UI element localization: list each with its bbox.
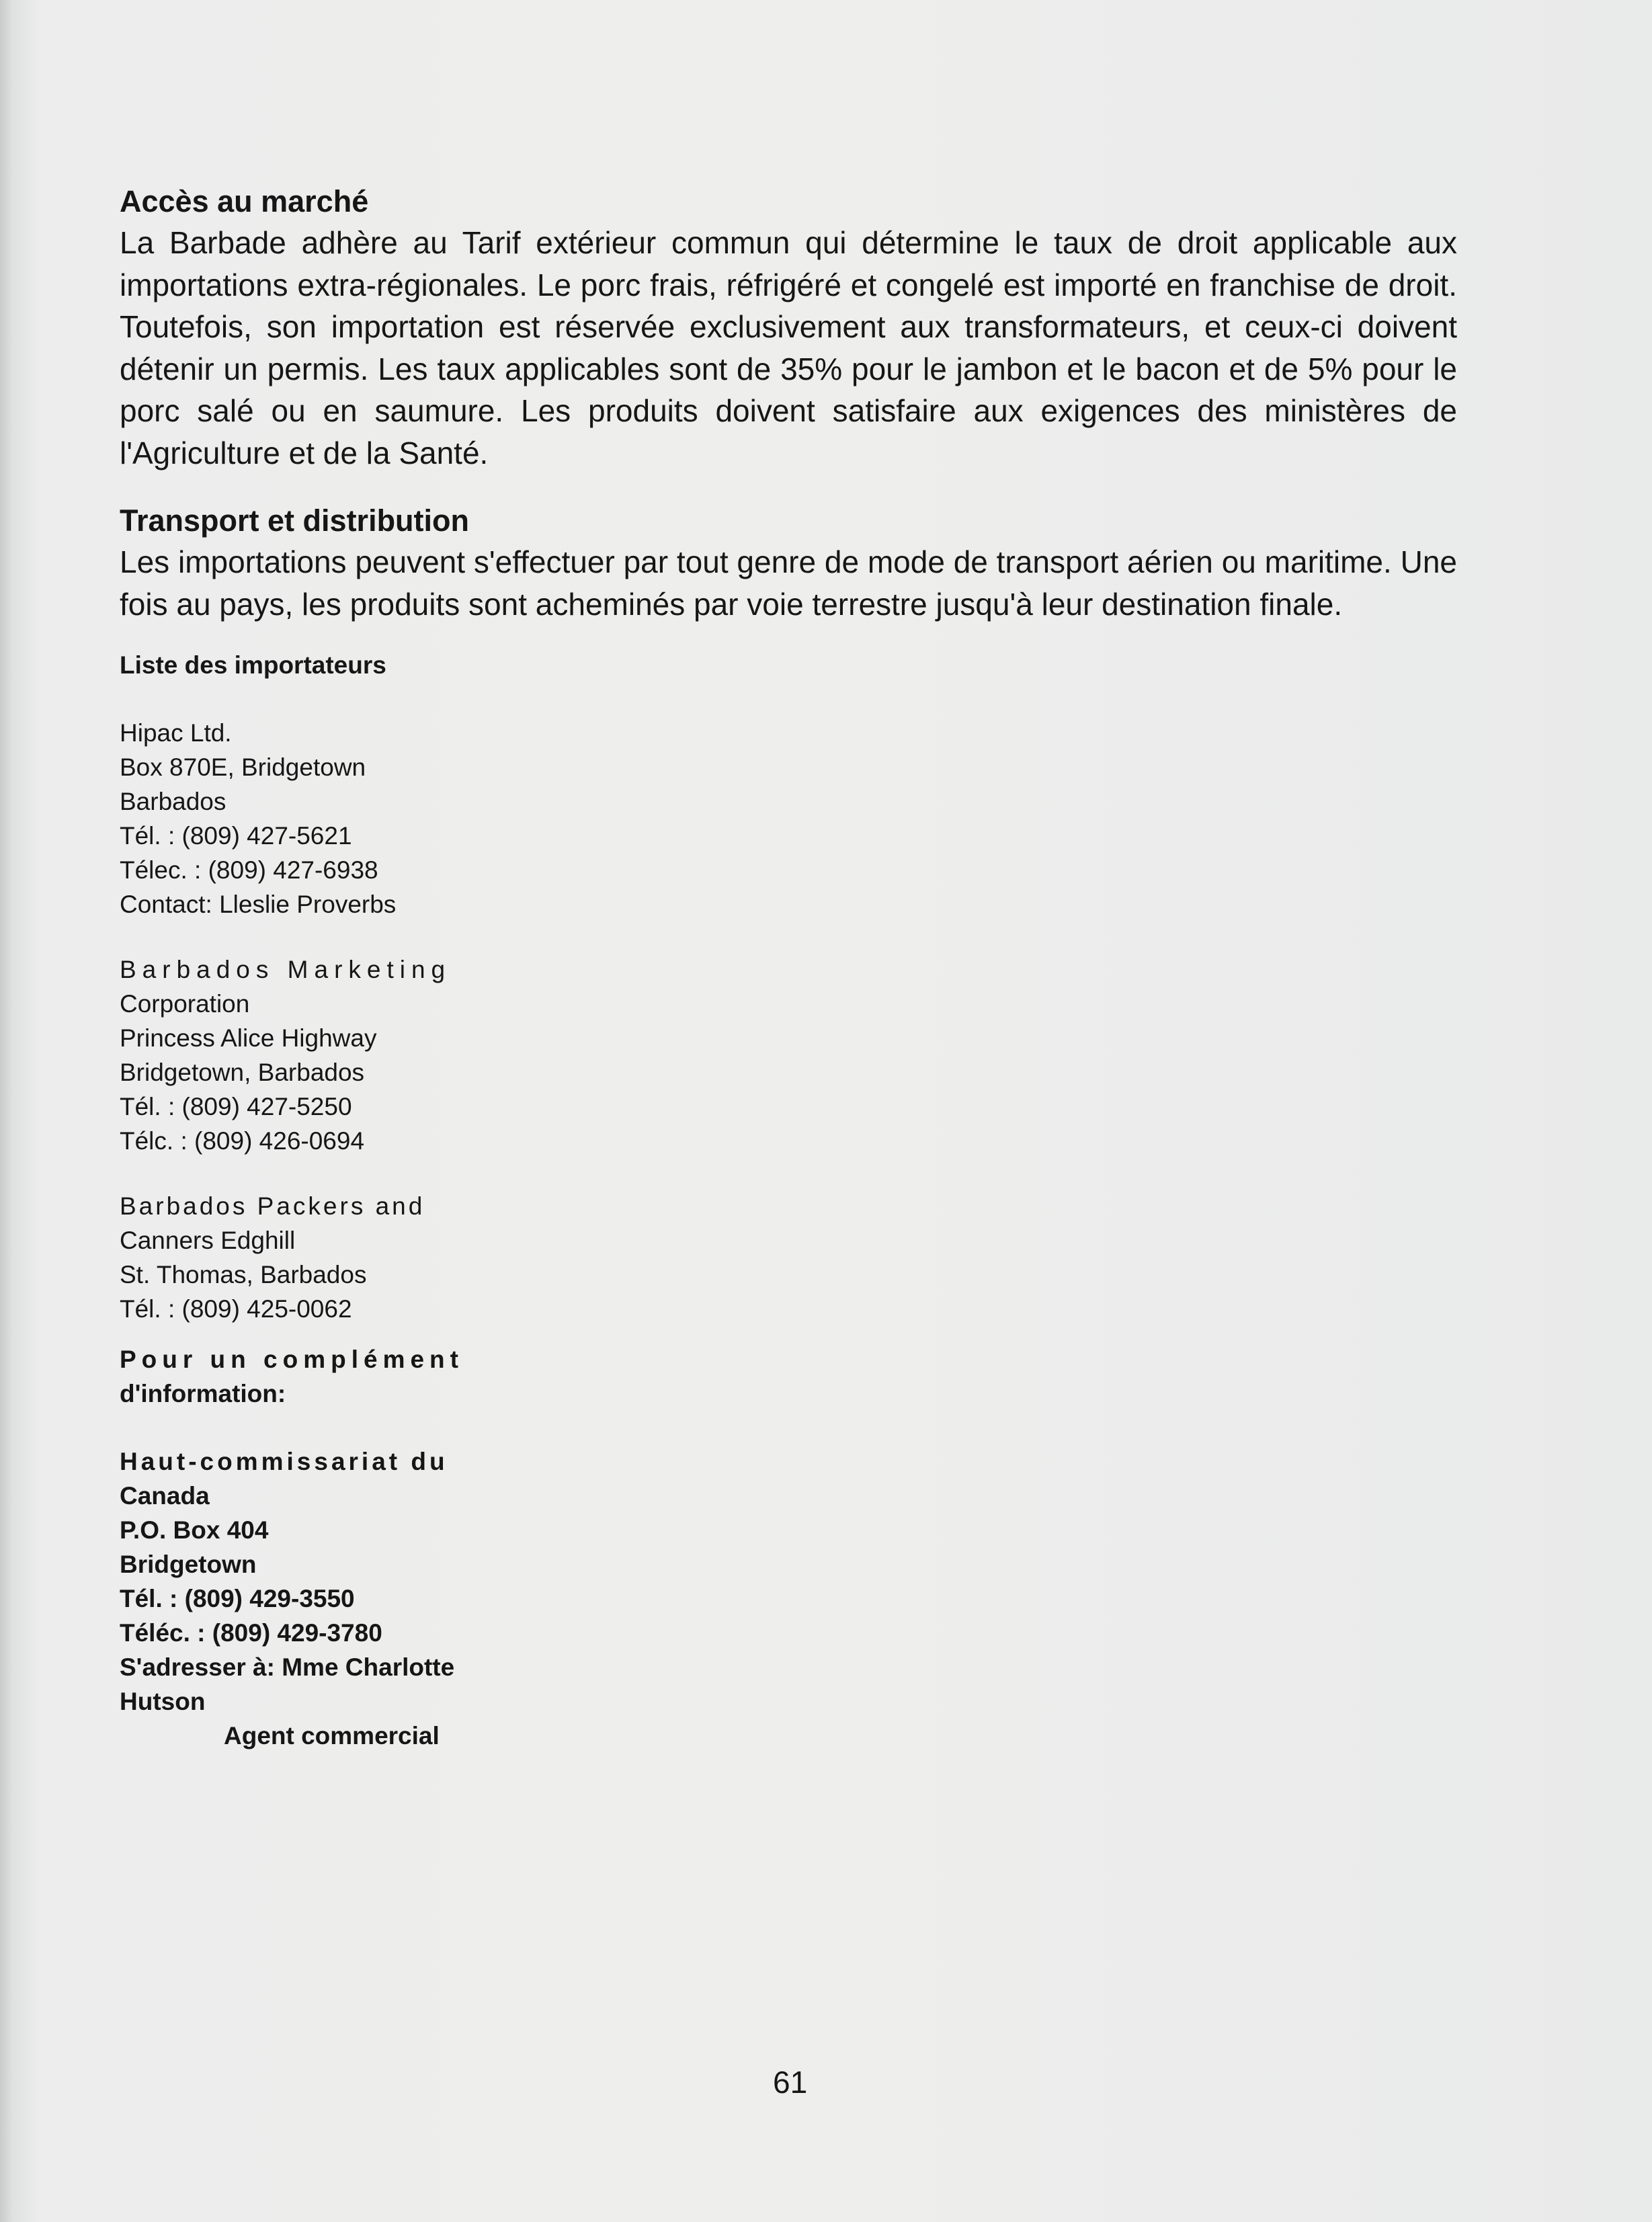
importer-line: Box 870E, Bridgetown [120, 753, 366, 781]
importer-line: Princess Alice Highway [120, 1024, 377, 1052]
importer-line: Contact: Lleslie Proverbs [120, 891, 397, 918]
importer-line: Canners Edghill [120, 1227, 296, 1254]
transport-body: Les importations peuvent s'effectuer par tout genre de mode de transport aérien ou maritime. Une fois au pays, les produits sont acheminés par voie terrestre jusqu'à leur destination finale. [120, 544, 1457, 622]
contact-line: P.O. Box 404 [120, 1516, 269, 1544]
importer-line: Télec. : (809) 427-6938 [120, 856, 378, 884]
importer-line: Bridgetown, Barbados [120, 1059, 365, 1086]
importer-line: Barbados [120, 788, 226, 815]
contact-person: S'adresser à: Mme Charlotte [120, 1653, 455, 1681]
importer-line: Barbados Packers and [120, 1192, 425, 1220]
importers-section [120, 648, 523, 1326]
more-info-section [120, 1342, 550, 1753]
more-info-heading-cont: d'information: [120, 1380, 286, 1407]
contact-fax: Téléc. : (809) 429-3780 [120, 1619, 382, 1647]
importer-line: Télc. : (809) 426-0694 [120, 1127, 365, 1155]
importers-heading: Liste des importateurs [120, 651, 386, 679]
contact-person-cont: Hutson [120, 1688, 206, 1715]
importer-line: Tél. : (809) 425-0062 [120, 1295, 352, 1323]
contact-line: Canada [120, 1482, 210, 1510]
contact-line: Haut-commissariat du [120, 1448, 448, 1475]
market-access-section [120, 181, 1457, 474]
market-access-title: Accès au marché [120, 184, 369, 218]
contact-role: Agent commercial [224, 1722, 440, 1750]
importer-line: Tél. : (809) 427-5250 [120, 1093, 352, 1120]
importer-barbados-packers [120, 1189, 523, 1326]
importer-line: Barbados Marketing [120, 956, 452, 983]
transport-title: Transport et distribution [120, 503, 470, 538]
importer-hipac [120, 716, 523, 921]
importer-line: St. Thomas, Barbados [120, 1261, 367, 1288]
transport-section [120, 501, 1457, 625]
importer-line: Hipac Ltd. [120, 719, 232, 747]
importer-line: Tél. : (809) 427-5621 [120, 822, 352, 850]
importer-barbados-marketing [120, 952, 523, 1158]
page-number: 61 [773, 2065, 808, 2100]
importer-line: Corporation [120, 990, 250, 1018]
market-access-body: La Barbade adhère au Tarif extérieur commun qui détermine le taux de droit applicable aux importations extra-régionales. Le porc frais, réfrigéré et congelé est importé en franchise de droit. Toutefois, son importation est réservée exclusivement aux transformateurs, et ceux-ci doivent détenir un permis. Les taux applicables sont de 35% pour le jambon et le bacon et de 5% pour le porc salé ou en saumure. Les produits doivent satisfaire aux exigences des ministères de l'Agriculture et de la Santé. [120, 225, 1457, 470]
contact-line: Bridgetown [120, 1551, 257, 1578]
contact-phone: Tél. : (809) 429-3550 [120, 1585, 355, 1612]
page-content [120, 181, 1457, 1753]
more-info-heading: Pour un complément [120, 1346, 464, 1373]
